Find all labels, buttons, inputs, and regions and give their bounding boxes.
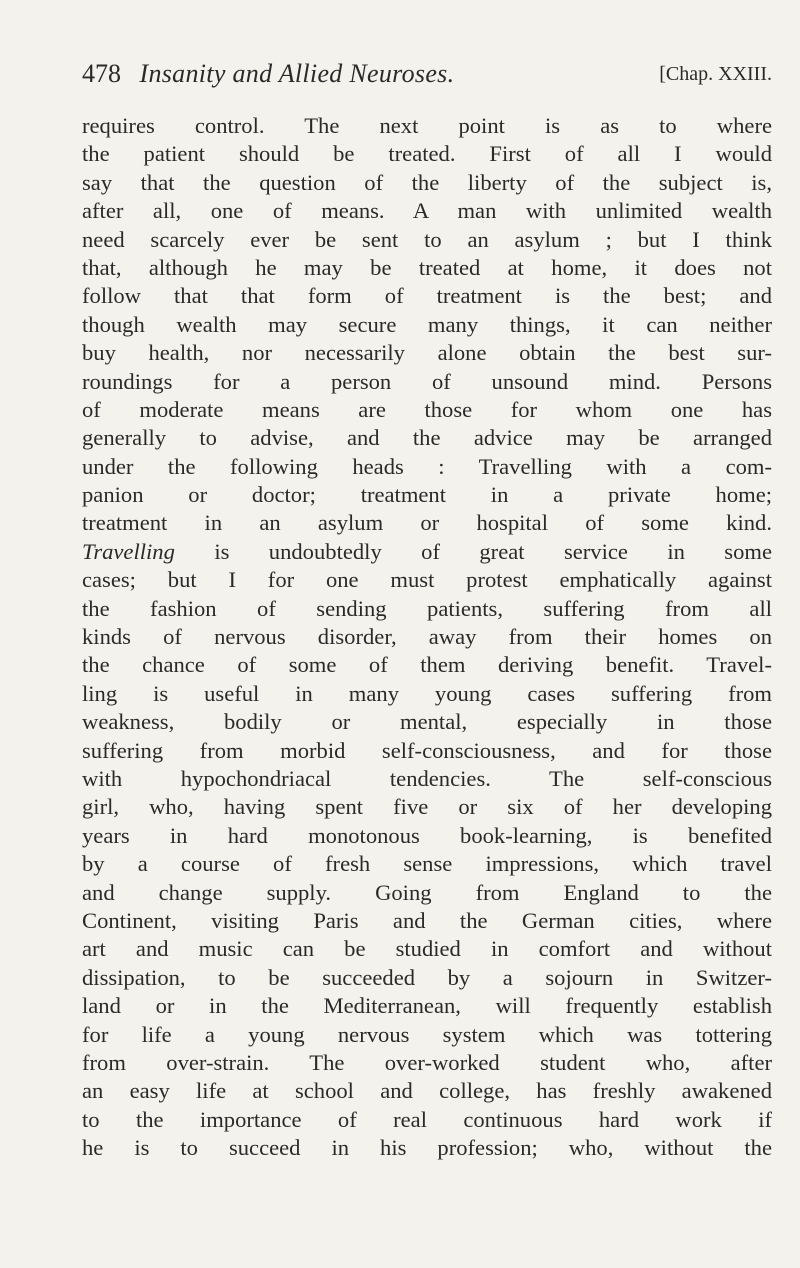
body-text [82,112,772,1162]
text-line: panion or doctor; treatment in a private home; [82,482,772,508]
running-head [82,54,772,94]
text-line: though wealth may secure many things, it can neither [82,311,772,337]
text-line: say that the question of the liberty of the subject is, [82,169,772,195]
text-line: he is to succeed in his profession; who, without the [82,1135,772,1161]
text-line: and change supply. Going from England to the [82,879,772,905]
text-line: years in hard monotonous book-learning, is benefited [82,822,772,848]
text-line: the patient should be treated. First of all I would [82,141,772,167]
text-line: by a course of fresh sense impressions, which travel [82,851,772,877]
text-line: girl, who, having spent five or six of her developing [82,794,772,820]
text-line: after all, one of means. A man with unlimited wealth [82,198,772,224]
text-line: generally to advise, and the advice may be arranged [82,425,772,451]
text-line: for life a young nervous system which was tottering [82,1021,772,1047]
text-line: from over-strain. The over-worked student who, after [82,1049,772,1075]
text-line: of moderate means are those for whom one has [82,396,772,422]
text-line: Continent, visiting Paris and the German cities, where [82,907,772,933]
text-line: the fashion of sending patients, suffering from all [82,595,772,621]
page-number: 478 [82,59,121,88]
text-line-italic-lead [82,538,772,566]
text-line: suffering from morbid self-consciousness, and for those [82,737,772,763]
text-line: requires control. The next point is as to where [82,113,772,138]
text-line: land or in the Mediterranean, will frequently establish [82,993,772,1019]
text-line: an easy life at school and college, has freshly awakened [82,1078,772,1104]
text-line: the chance of some of them deriving benefit. Travel- [82,652,772,678]
running-title: Insanity and Allied Neuroses. [139,59,455,88]
text-line: need scarcely ever be sent to an asylum ; but I think [82,226,772,252]
text-line-rest: is undoubtedly of great service in some [214,538,772,564]
text-line: dissipation, to be succeeded by a sojourn in Switzer- [82,964,772,990]
text-line: cases; but I for one must protest emphatically against [82,567,772,593]
italic-term: Travelling [82,538,175,564]
text-line: weakness, bodily or mental, especially in those [82,709,772,735]
text-line: buy health, nor necessarily alone obtain the best sur- [82,340,772,366]
chapter-reference: [Chap. XXIII. [659,63,772,85]
text-line: treatment in an asylum or hospital of some kind. [82,510,772,536]
text-line: under the following heads : Travelling with a com- [82,453,772,479]
text-line: to the importance of real continuous hard work if [82,1106,772,1132]
text-line: with hypochondriacal tendencies. The self-conscious [82,765,772,791]
text-line: follow that that form of treatment is the best; and [82,283,772,309]
text-line: roundings for a person of unsound mind. Persons [82,368,772,394]
text-line: that, although he may be treated at home, it does not [82,254,772,280]
text-line: art and music can be studied in comfort and without [82,936,772,962]
text-line: ling is useful in many young cases suffering from [82,680,772,706]
text-line: kinds of nervous disorder, away from their homes on [82,624,772,650]
